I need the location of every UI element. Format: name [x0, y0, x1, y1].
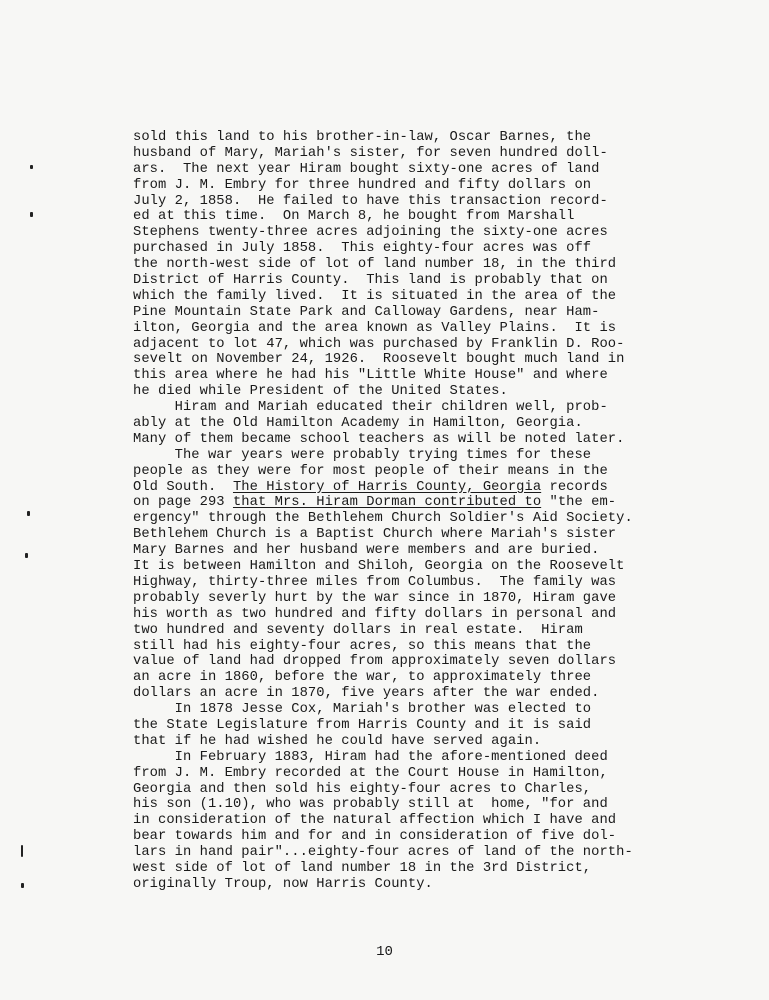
book-title: The History of Harris County, Georgia: [232, 479, 542, 495]
text-segment: records: [541, 479, 608, 495]
scan-mark: [25, 553, 28, 558]
body-text: [133, 130, 693, 893]
text-line: Mary Barnes and her husband were members and are buried.: [133, 543, 600, 559]
text-line: people as they were for most people of their means in the: [133, 463, 608, 479]
text-line: Pine Mountain State Park and Calloway Gardens, near Ham-: [133, 304, 600, 320]
text-segment: "the em-: [541, 495, 617, 511]
text-line: bear towards him and for and in consideration of five dol-: [133, 829, 617, 845]
text-line: ars. The next year Hiram bought sixty-one acres of land: [133, 161, 600, 177]
scan-mark: [21, 845, 23, 857]
text-line: adjacent to lot 47, which was purchased by Franklin D. Roo-: [133, 336, 625, 352]
text-line: in consideration of the natural affection which I have and: [133, 813, 617, 829]
text-line: still had his eighty-four acres, so this means that the: [133, 638, 592, 654]
text-line: the north-west side of lot of land number 18, in the third: [133, 257, 617, 273]
text-line: his worth as two hundred and fifty dollars in personal and: [133, 606, 617, 622]
text-line: Stephens twenty-three acres adjoining the sixty-one acres: [133, 225, 608, 241]
text-line: Georgia and then sold his eighty-four acres to Charles,: [133, 781, 592, 797]
text-line: which the family lived. It is situated in the area of the: [133, 288, 617, 304]
text-line: from J. M. Embry for three hundred and fifty dollars on: [133, 177, 592, 193]
text-line: sevelt on November 24, 1926. Roosevelt bought much land in: [133, 352, 625, 368]
text-line: sold this land to his brother-in-law, Oscar Barnes, the: [133, 130, 592, 145]
text-line: he died while President of the United States.: [133, 384, 508, 400]
text-line: west side of lot of land number 18 in the 3rd District,: [133, 860, 592, 876]
underlined-phrase: that Mrs. Hiram Dorman contributed to: [232, 495, 542, 511]
text-line: the State Legislature from Harris County and it is said: [133, 717, 592, 733]
text-line: his son (1.10), who was probably still at home, "for and: [133, 797, 608, 813]
text-line: from J. M. Embry recorded at the Court House in Hamilton,: [133, 765, 608, 781]
text-line: husband of Mary, Mariah's sister, for seven hundred doll-: [133, 145, 608, 161]
text-line: dollars an acre in 1870, five years after the war ended.: [133, 686, 600, 702]
text-line: this area where he had his "Little White House" and where: [133, 368, 608, 384]
text-line: lars in hand pair"...eighty-four acres of land of the north-: [133, 845, 633, 861]
scan-mark: [21, 883, 24, 888]
text-line: [133, 495, 693, 511]
text-line: It is between Hamilton and Shiloh, Georgia on the Roosevelt: [133, 559, 625, 575]
text-line: an acre in 1860, before the war, to approximately three: [133, 670, 592, 686]
text-line: purchased in July 1858. This eighty-four acres was off: [133, 241, 592, 257]
text-line: ergency" through the Bethlehem Church Soldier's Aid Society.: [133, 511, 633, 527]
text-line: originally Troup, now Harris County.: [133, 876, 433, 892]
scan-mark: [30, 212, 33, 217]
text-line: that if he had wished he could have served again.: [133, 733, 542, 749]
text-line: July 2, 1858. He failed to have this transaction record-: [133, 193, 608, 209]
text-line: Hiram and Mariah educated their children well, prob-: [133, 400, 608, 416]
text-line: [133, 480, 693, 496]
text-line: Many of them became school teachers as will be noted later.: [133, 431, 625, 447]
text-line: In February 1883, Hiram had the afore-mentioned deed: [133, 749, 608, 765]
text-line: ably at the Old Hamilton Academy in Hamilton, Georgia.: [133, 416, 583, 432]
text-line: Highway, thirty-three miles from Columbus. The family was: [133, 574, 617, 590]
text-line: In 1878 Jesse Cox, Mariah's brother was elected to: [133, 702, 592, 718]
text-segment: Old South.: [133, 479, 233, 495]
text-segment: on page 293: [133, 495, 233, 511]
text-line: ed at this time. On March 8, he bought from Marshall: [133, 209, 575, 225]
text-line: The war years were probably trying times for these: [133, 447, 592, 463]
text-line: Bethlehem Church is a Baptist Church where Mariah's sister: [133, 527, 617, 543]
page-number: 10: [376, 944, 393, 960]
text-line: value of land had dropped from approximately seven dollars: [133, 654, 617, 670]
scan-mark: [30, 165, 33, 169]
text-line: two hundred and seventy dollars in real estate. Hiram: [133, 622, 583, 638]
text-line: probably severly hurt by the war since in 1870, Hiram gave: [133, 590, 617, 606]
text-line: ilton, Georgia and the area known as Valley Plains. It is: [133, 320, 617, 336]
scan-mark: [27, 511, 30, 516]
text-line: District of Harris County. This land is probably that on: [133, 273, 608, 289]
